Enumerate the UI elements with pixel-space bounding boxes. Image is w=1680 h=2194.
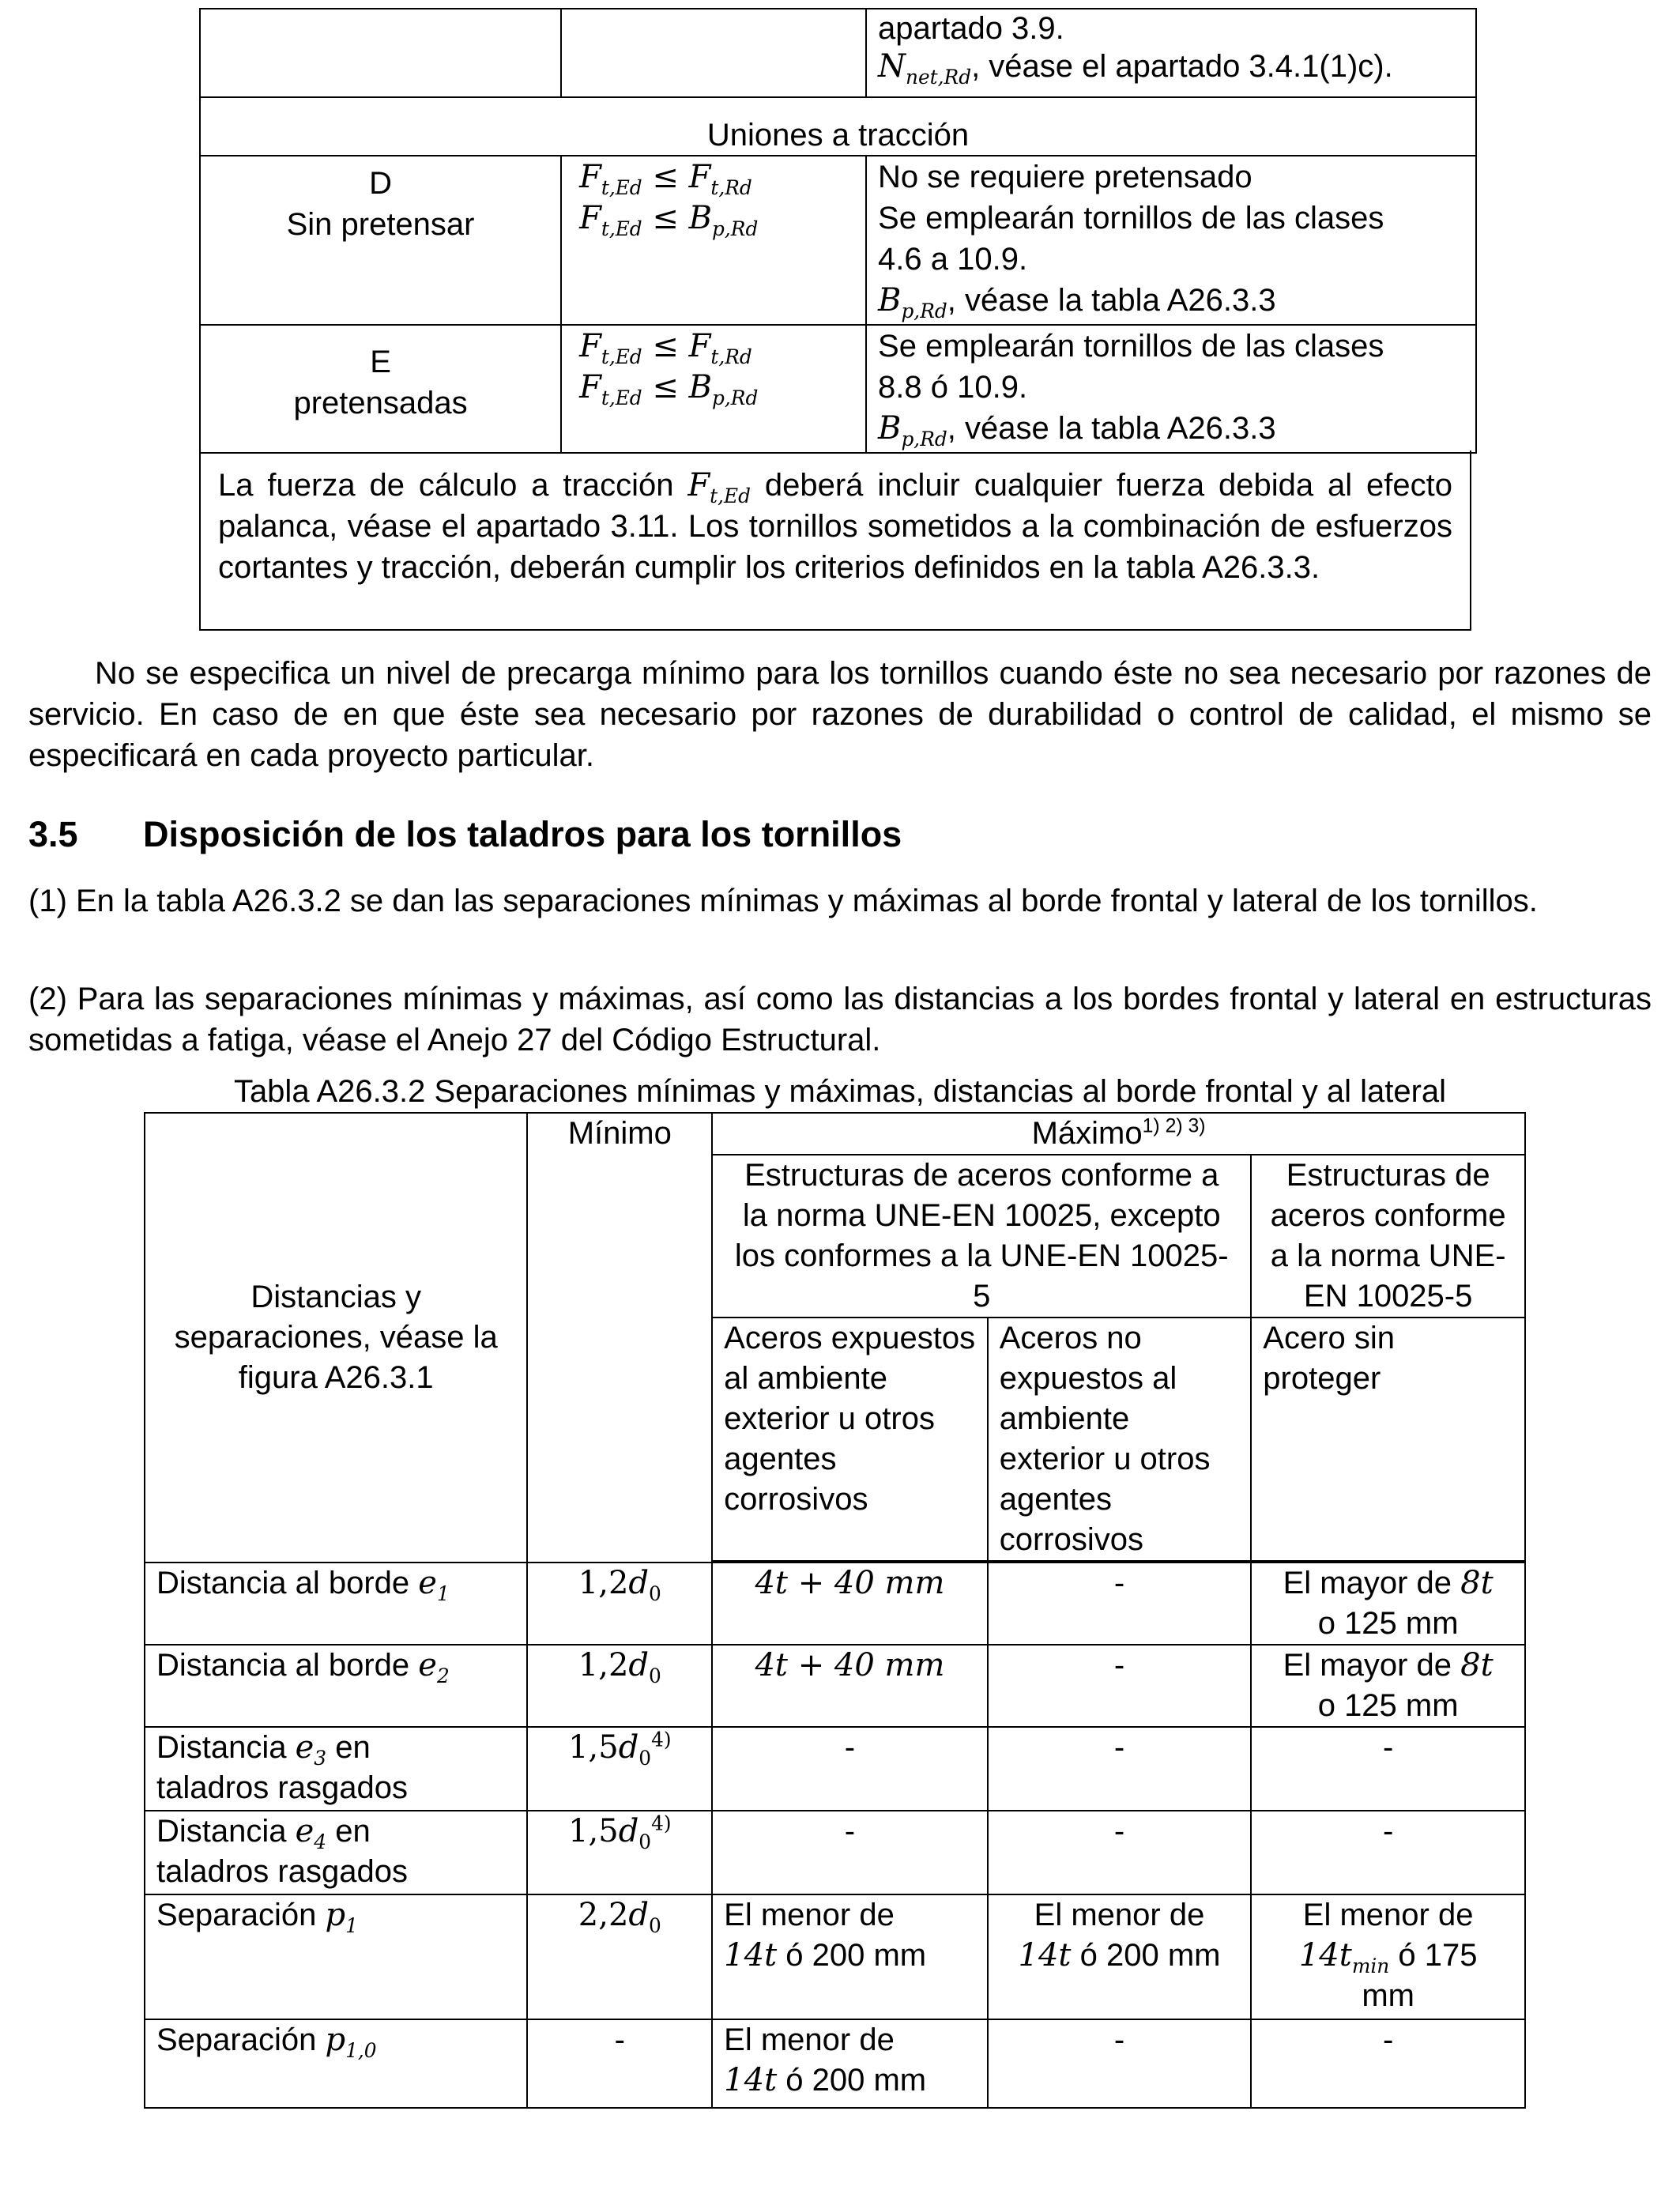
paragraph: No se especifica un nivel de precarga mínimo para los tornillos cuando éste no sea necesario por razones de servicio. En caso de en que éste sea necesario por razones de durabilidad o control de calidad, el mismo se especificará en cada proyecto particular. <box>28 656 1652 773</box>
header-cell: Distancias y separaciones, véase la figura A26.3.1 <box>145 1113 527 1563</box>
row-label: Distancia al borde $e_2$ <box>145 1645 527 1727</box>
formula: $F_{t,Ed} \le F_{t,Rd}$ <box>579 159 752 199</box>
table-row <box>200 325 1476 453</box>
max-value: - <box>1251 1811 1525 1894</box>
max-value: - <box>988 1645 1252 1727</box>
header-cell: Estructuras de aceros conforme a la norma UNE-EN 10025-5 <box>1251 1155 1525 1318</box>
section-title: Uniones a tracción <box>200 97 1476 156</box>
max-value: El mayor de 8t o 125 mm <box>1251 1645 1525 1727</box>
table-row <box>145 1563 1525 1645</box>
table-row <box>200 9 1476 97</box>
min-value: $1,5d_0^{4)}$ <box>527 1727 712 1811</box>
row-label: Distancia $e_3$ en taladros rasgados <box>145 1727 527 1811</box>
max-value: El menor de $14t_{min}$ ó 175 mm <box>1251 1894 1525 2019</box>
table-row <box>145 1727 1525 1811</box>
paragraph: (2) Para las separaciones mínimas y máximas, así como las distancias a los bordes frontal y lateral en estructuras sometidas a fatiga, véase el Anejo 27 del Código Estructural. <box>28 982 1652 1057</box>
cell-text: apartado 3.9. <box>878 11 1064 46</box>
max-value: - <box>988 1727 1252 1811</box>
row-label: Separación $p_{1,0}$ <box>145 2019 527 2108</box>
row-label: Distancia al borde $e_1$ <box>145 1563 527 1645</box>
table-caption: Tabla A26.3.2 Separaciones mínimas y máximas, distancias al borde frontal y al lateral <box>233 1074 1447 1109</box>
header-cell: Aceros expuestos al ambiente exterior u otros agentes corrosivos <box>712 1318 988 1561</box>
row-label: Distancia $e_4$ en taladros rasgados <box>145 1811 527 1894</box>
table-row <box>145 2019 1525 2108</box>
cell-text: $N_{net,Rd}$, véase el apartado 3.4.1(1)c). <box>878 48 1393 89</box>
table-cell <box>200 9 561 97</box>
max-value: - <box>712 1727 988 1811</box>
spacing-table <box>144 1112 1526 2109</box>
header-cell: Aceros no expuestos al ambiente exterior u otros agentes corrosivos <box>988 1318 1252 1561</box>
table-row <box>145 1113 1525 1155</box>
max-value: - <box>988 2019 1252 2108</box>
row-label: Separación $p_1$ <box>145 1894 527 2019</box>
formula: $F_{t,Ed} \le B_{p,Rd}$ <box>579 200 759 240</box>
table-row <box>145 1645 1525 1727</box>
max-value: - <box>988 1811 1252 1894</box>
paragraph: (1) En la tabla A26.3.2 se dan las separaciones mínimas y máximas al borde frontal y lateral de los tornillos. <box>28 884 1538 918</box>
table-row <box>145 1811 1525 1894</box>
max-value: El menor de 14t ó 200 mm <box>712 1894 988 2019</box>
min-value: $1,5d_0^{4)}$ <box>527 1811 712 1894</box>
header-cell: Estructuras de aceros conforme a la norma UNE-EN 10025, excepto los conformes a la UNE-EN 10025-5 <box>712 1155 1251 1318</box>
min-value: - <box>527 2019 712 2108</box>
min-value: $1,2d_0$ <box>527 1563 712 1645</box>
table-cell: E pretensadas <box>200 325 561 453</box>
section-heading: 3.5 Disposición de los taladros para los tornillos <box>28 814 902 854</box>
table-note: La fuerza de cálculo a tracción $F_{t,Ed}$ deberá incluir cualquier fuerza debida al efecto palanca, véase el apartado 3.11. Los tornillos sometidos a la combinación de esfuerzos cortantes y tracción, deberán cumplir los criterios definidos en la tabla A26.3.3. <box>199 450 1471 631</box>
table-row <box>200 97 1476 156</box>
max-value: El menor de 14t ó 200 mm <box>712 2019 988 2108</box>
table-cell: Se emplearán tornillos de las clases 8.8 ó 10.9. $B_{p,Rd}$, véase la tabla A26.3.3 <box>866 325 1476 453</box>
header-cell: Mínimo <box>527 1113 712 1563</box>
min-value: $1,2d_0$ <box>527 1645 712 1727</box>
formula: $F_{t,Ed} \le F_{t,Rd}$ <box>579 328 752 368</box>
header-cell: Acero sin proteger <box>1251 1318 1525 1561</box>
max-value: - <box>712 1811 988 1894</box>
max-value: - <box>1251 1727 1525 1811</box>
min-value: $2,2d_0$ <box>527 1894 712 2019</box>
table-cell <box>866 9 1476 97</box>
table-row <box>200 156 1476 325</box>
table-cell <box>561 9 866 97</box>
max-value: El mayor de 8t o 125 mm <box>1251 1563 1525 1645</box>
table-cell <box>561 325 866 453</box>
formula: $F_{t,Ed} \le B_{p,Rd}$ <box>579 369 759 409</box>
table-cell: No se requiere pretensado Se emplearán tornillos de las clases 4.6 a 10.9. $B_{p,Rd}$, véase la tabla A26.3.3 <box>866 156 1476 325</box>
max-value: - <box>1251 2019 1525 2108</box>
max-value: El menor de 14t ó 200 mm <box>988 1894 1252 2019</box>
table-cell: D Sin pretensar <box>200 156 561 325</box>
table-row <box>145 1894 1525 2019</box>
table-cell <box>561 156 866 325</box>
max-value: 4t + 40 mm <box>712 1563 988 1645</box>
max-value: - <box>988 1563 1252 1645</box>
max-value: 4t + 40 mm <box>712 1645 988 1727</box>
top-table <box>199 8 1477 454</box>
header-cell: Máximo$^{1) 2) 3)}$ <box>712 1113 1525 1155</box>
